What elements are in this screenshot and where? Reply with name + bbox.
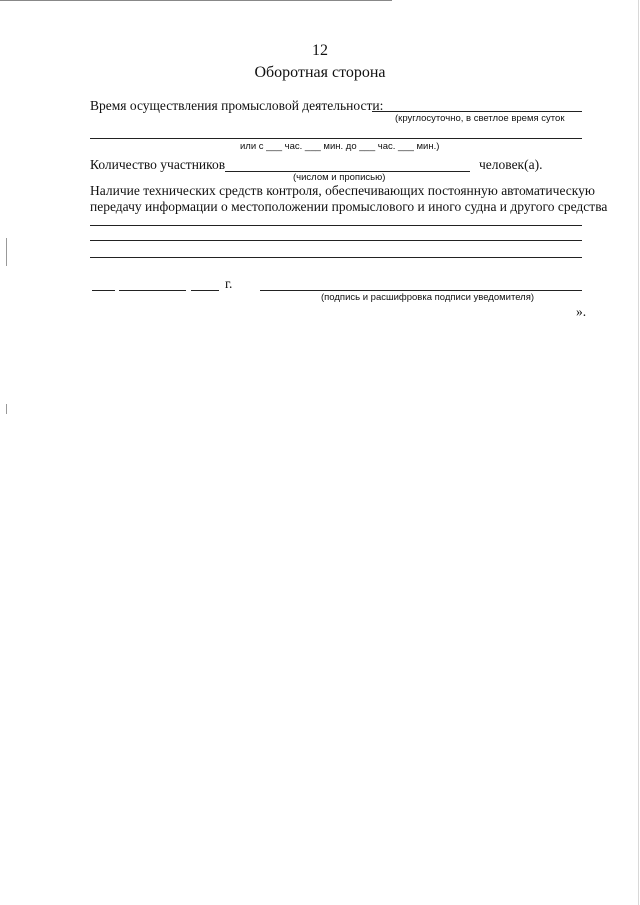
activity-time-field[interactable] (372, 111, 582, 112)
tech-control-field-1[interactable] (90, 225, 582, 226)
tech-control-text-1: Наличие технических средств контроля, обеспечивающих постоянную автоматическую (90, 183, 595, 198)
activity-time-hint: (круглосуточно, в светлое время суток (395, 113, 565, 124)
activity-time-label: Время осуществления промысловой деятельности: (90, 98, 384, 113)
tech-control-text-2: передачу информации о местоположении промыслового и иного судна и другого средства (90, 199, 608, 214)
participants-hint: (числом и прописью) (293, 172, 386, 183)
page-title: Оборотная сторона (254, 64, 386, 81)
top-border (0, 0, 392, 1)
closing-quote: ». (576, 304, 587, 319)
date-year-field[interactable] (191, 290, 219, 291)
participants-unit: человек(а). (479, 157, 543, 172)
margin-mark (6, 238, 7, 266)
date-day-field[interactable] (92, 290, 115, 291)
activity-time-hint-2: или с ___ час. ___ мин. до ___ час. ___ мин.) (240, 141, 440, 152)
signature-field[interactable] (260, 290, 582, 291)
signature-hint: (подпись и расшифровка подписи уведомителя) (321, 292, 535, 303)
participants-label: Количество участников (90, 157, 226, 172)
activity-time-field-2[interactable] (90, 138, 582, 139)
margin-mark (6, 404, 7, 414)
date-month-field[interactable] (119, 290, 186, 291)
page-edge (638, 0, 639, 905)
year-suffix: г. (225, 276, 233, 291)
page-number: 12 (312, 42, 328, 59)
tech-control-field-3[interactable] (90, 257, 582, 258)
tech-control-field-2[interactable] (90, 240, 582, 241)
